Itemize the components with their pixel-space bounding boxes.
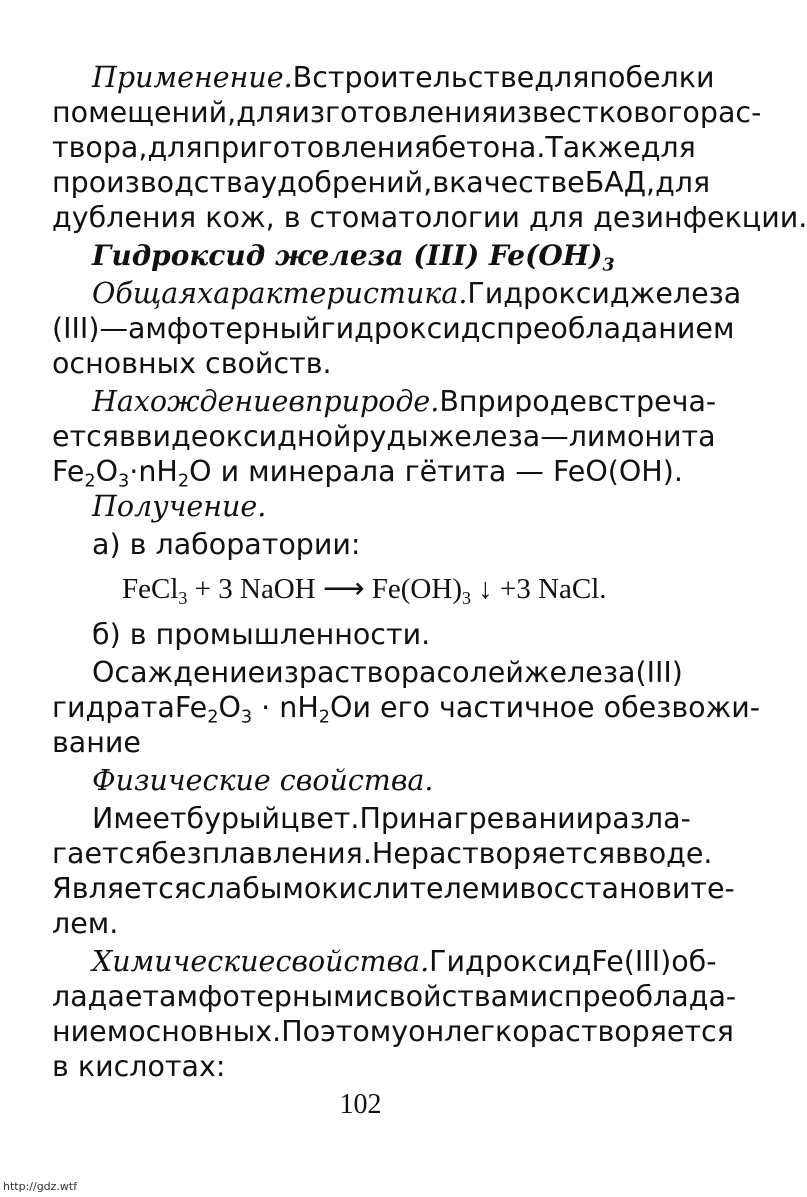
word: раствора (298, 656, 437, 689)
word: нагревании (417, 802, 595, 835)
text-line (52, 763, 668, 798)
word: гидроксид (320, 312, 481, 345)
word: бурый (186, 802, 281, 835)
text-line (52, 725, 668, 760)
text-line (52, 130, 696, 165)
section-heading (52, 238, 668, 276)
word: гидрата (52, 691, 175, 724)
word: солей (436, 656, 524, 689)
text-line (52, 690, 761, 728)
chemical-equation: FeCl$_3$ + 3 NaOH ⟶ $Fe(OH)_3$ ↓ +3 NaCl. (122, 573, 607, 608)
text-line (52, 384, 717, 419)
word: растворяется (529, 1015, 734, 1048)
chemical-formula: $Fe_2O_3\cdot nH_2$ (52, 455, 190, 492)
word: виде (135, 420, 209, 453)
text-line (52, 165, 711, 200)
word: нием (52, 1015, 129, 1048)
text-line (52, 944, 717, 979)
text-line (52, 1014, 734, 1049)
word: Является (52, 872, 191, 905)
word: легко (444, 1015, 530, 1048)
word: основных. (128, 1015, 282, 1048)
page-number: 102 (339, 1089, 382, 1120)
word: — (99, 312, 128, 345)
text-line (52, 311, 735, 346)
word: строительстве (312, 61, 535, 94)
text-line (52, 1049, 668, 1084)
word: В (439, 385, 459, 418)
text-run: б) в промышленности. (92, 618, 431, 651)
section-label: Физические свойства. (92, 764, 434, 797)
text-run: основных свойств. (52, 347, 332, 380)
text-line (52, 489, 668, 524)
text-run: дубления кож, в стоматологии для дезинфекции. (52, 201, 807, 234)
word: об- (671, 945, 717, 978)
word: бетона. (431, 131, 546, 164)
word: побелки (589, 61, 715, 94)
text-line (52, 527, 668, 562)
word: лимонита (568, 420, 716, 453)
text-line (52, 836, 713, 871)
word: растворяется (410, 837, 616, 870)
text-line (52, 655, 683, 690)
word: производства (52, 166, 261, 199)
word: рас- (699, 96, 762, 129)
text-run: вание (52, 726, 141, 759)
word: известкового (498, 96, 700, 129)
watermark-url: http://gdz.wtf (3, 1180, 78, 1193)
heading-text: Гидроксид железа (III) Fe(OH) (92, 239, 603, 272)
text-line (52, 346, 668, 381)
text-line (52, 617, 668, 652)
subscript: 3 (602, 255, 615, 276)
section-label: Получение. (92, 490, 267, 523)
section-label: свойства. (275, 945, 430, 978)
word: ется (52, 420, 119, 453)
word: (III) (623, 945, 672, 978)
word: Не (371, 837, 411, 870)
word: с (548, 980, 564, 1013)
word: железа (523, 656, 636, 689)
word: свойствами (373, 980, 549, 1013)
word: Гидроксид (467, 277, 630, 310)
text-run: и его частичное обезвожи- (352, 691, 761, 724)
text-line (52, 60, 715, 95)
section-label: Применение. (92, 61, 293, 94)
word: — (540, 420, 569, 453)
text-run: лем. (52, 907, 119, 940)
word: руды (351, 420, 429, 453)
word: амфотерный (127, 312, 321, 345)
text-run: O и минерала гётита — FeO(OH). (189, 455, 683, 488)
word: разла- (594, 802, 691, 835)
word: удобрений, (260, 166, 433, 199)
section-label: Нахождение (92, 385, 289, 418)
word: Гидроксид (429, 945, 592, 978)
word: ладает (52, 980, 159, 1013)
text-run: а) в лаборатории: (92, 528, 361, 561)
word: Так (545, 131, 598, 164)
word: встреча- (586, 385, 717, 418)
word: При (359, 802, 418, 835)
text-line (52, 979, 737, 1014)
word: для (236, 96, 292, 129)
word: гается (52, 837, 152, 870)
word: природе (458, 385, 587, 418)
text-line (52, 95, 762, 130)
text-line (52, 454, 683, 492)
word: преоблада- (563, 980, 737, 1013)
section-label: Общая (92, 277, 198, 310)
word: изготовления (291, 96, 499, 129)
word: же (597, 131, 641, 164)
word: в (432, 166, 450, 199)
section-label: природе. (305, 385, 440, 418)
word: помещений, (52, 96, 237, 129)
word: амфотерными (159, 980, 374, 1013)
text-line (52, 906, 668, 941)
word: и (500, 872, 520, 905)
word: Поэтому (281, 1015, 409, 1048)
word: для (534, 61, 590, 94)
word: преобладанием (496, 312, 735, 345)
word: без (151, 837, 202, 870)
page-text (52, 60, 807, 1084)
word: приготовления (202, 131, 432, 164)
word: для (640, 131, 696, 164)
word: восстановите- (519, 872, 735, 905)
word: оксидной (208, 420, 352, 453)
word: (III) (52, 312, 100, 345)
word: железа (629, 277, 742, 310)
word: плавления. (201, 837, 372, 870)
word: Осаждение (92, 656, 266, 689)
word: твора, (52, 131, 148, 164)
word: Fe (591, 945, 624, 978)
text-run: в кислотах: (52, 1050, 226, 1083)
word: Имеет (92, 802, 187, 835)
word: в (118, 420, 136, 453)
word: в (615, 837, 632, 870)
word: БАД, (584, 166, 656, 199)
word: качестве (449, 166, 585, 199)
text-line (52, 801, 691, 836)
text-line (52, 276, 742, 311)
word: железа (428, 420, 541, 453)
word: слабым (190, 872, 304, 905)
word: В (292, 61, 313, 94)
word: для (147, 131, 203, 164)
word: для (655, 166, 711, 199)
chemical-formula: $Fe_2O_3 \cdot nH_2O$ (174, 691, 353, 728)
word: с (480, 312, 497, 345)
word: он (408, 1015, 445, 1048)
word: цвет. (280, 802, 360, 835)
section-label: Химические (92, 945, 276, 978)
word: из (265, 656, 299, 689)
text-line (52, 419, 716, 454)
text-line (52, 871, 735, 906)
word: окислителем (303, 872, 501, 905)
word: воде. (631, 837, 713, 870)
word: (III) (635, 656, 683, 689)
section-label: в (288, 385, 305, 418)
text-line (52, 200, 807, 235)
section-label: характеристика. (197, 277, 468, 310)
